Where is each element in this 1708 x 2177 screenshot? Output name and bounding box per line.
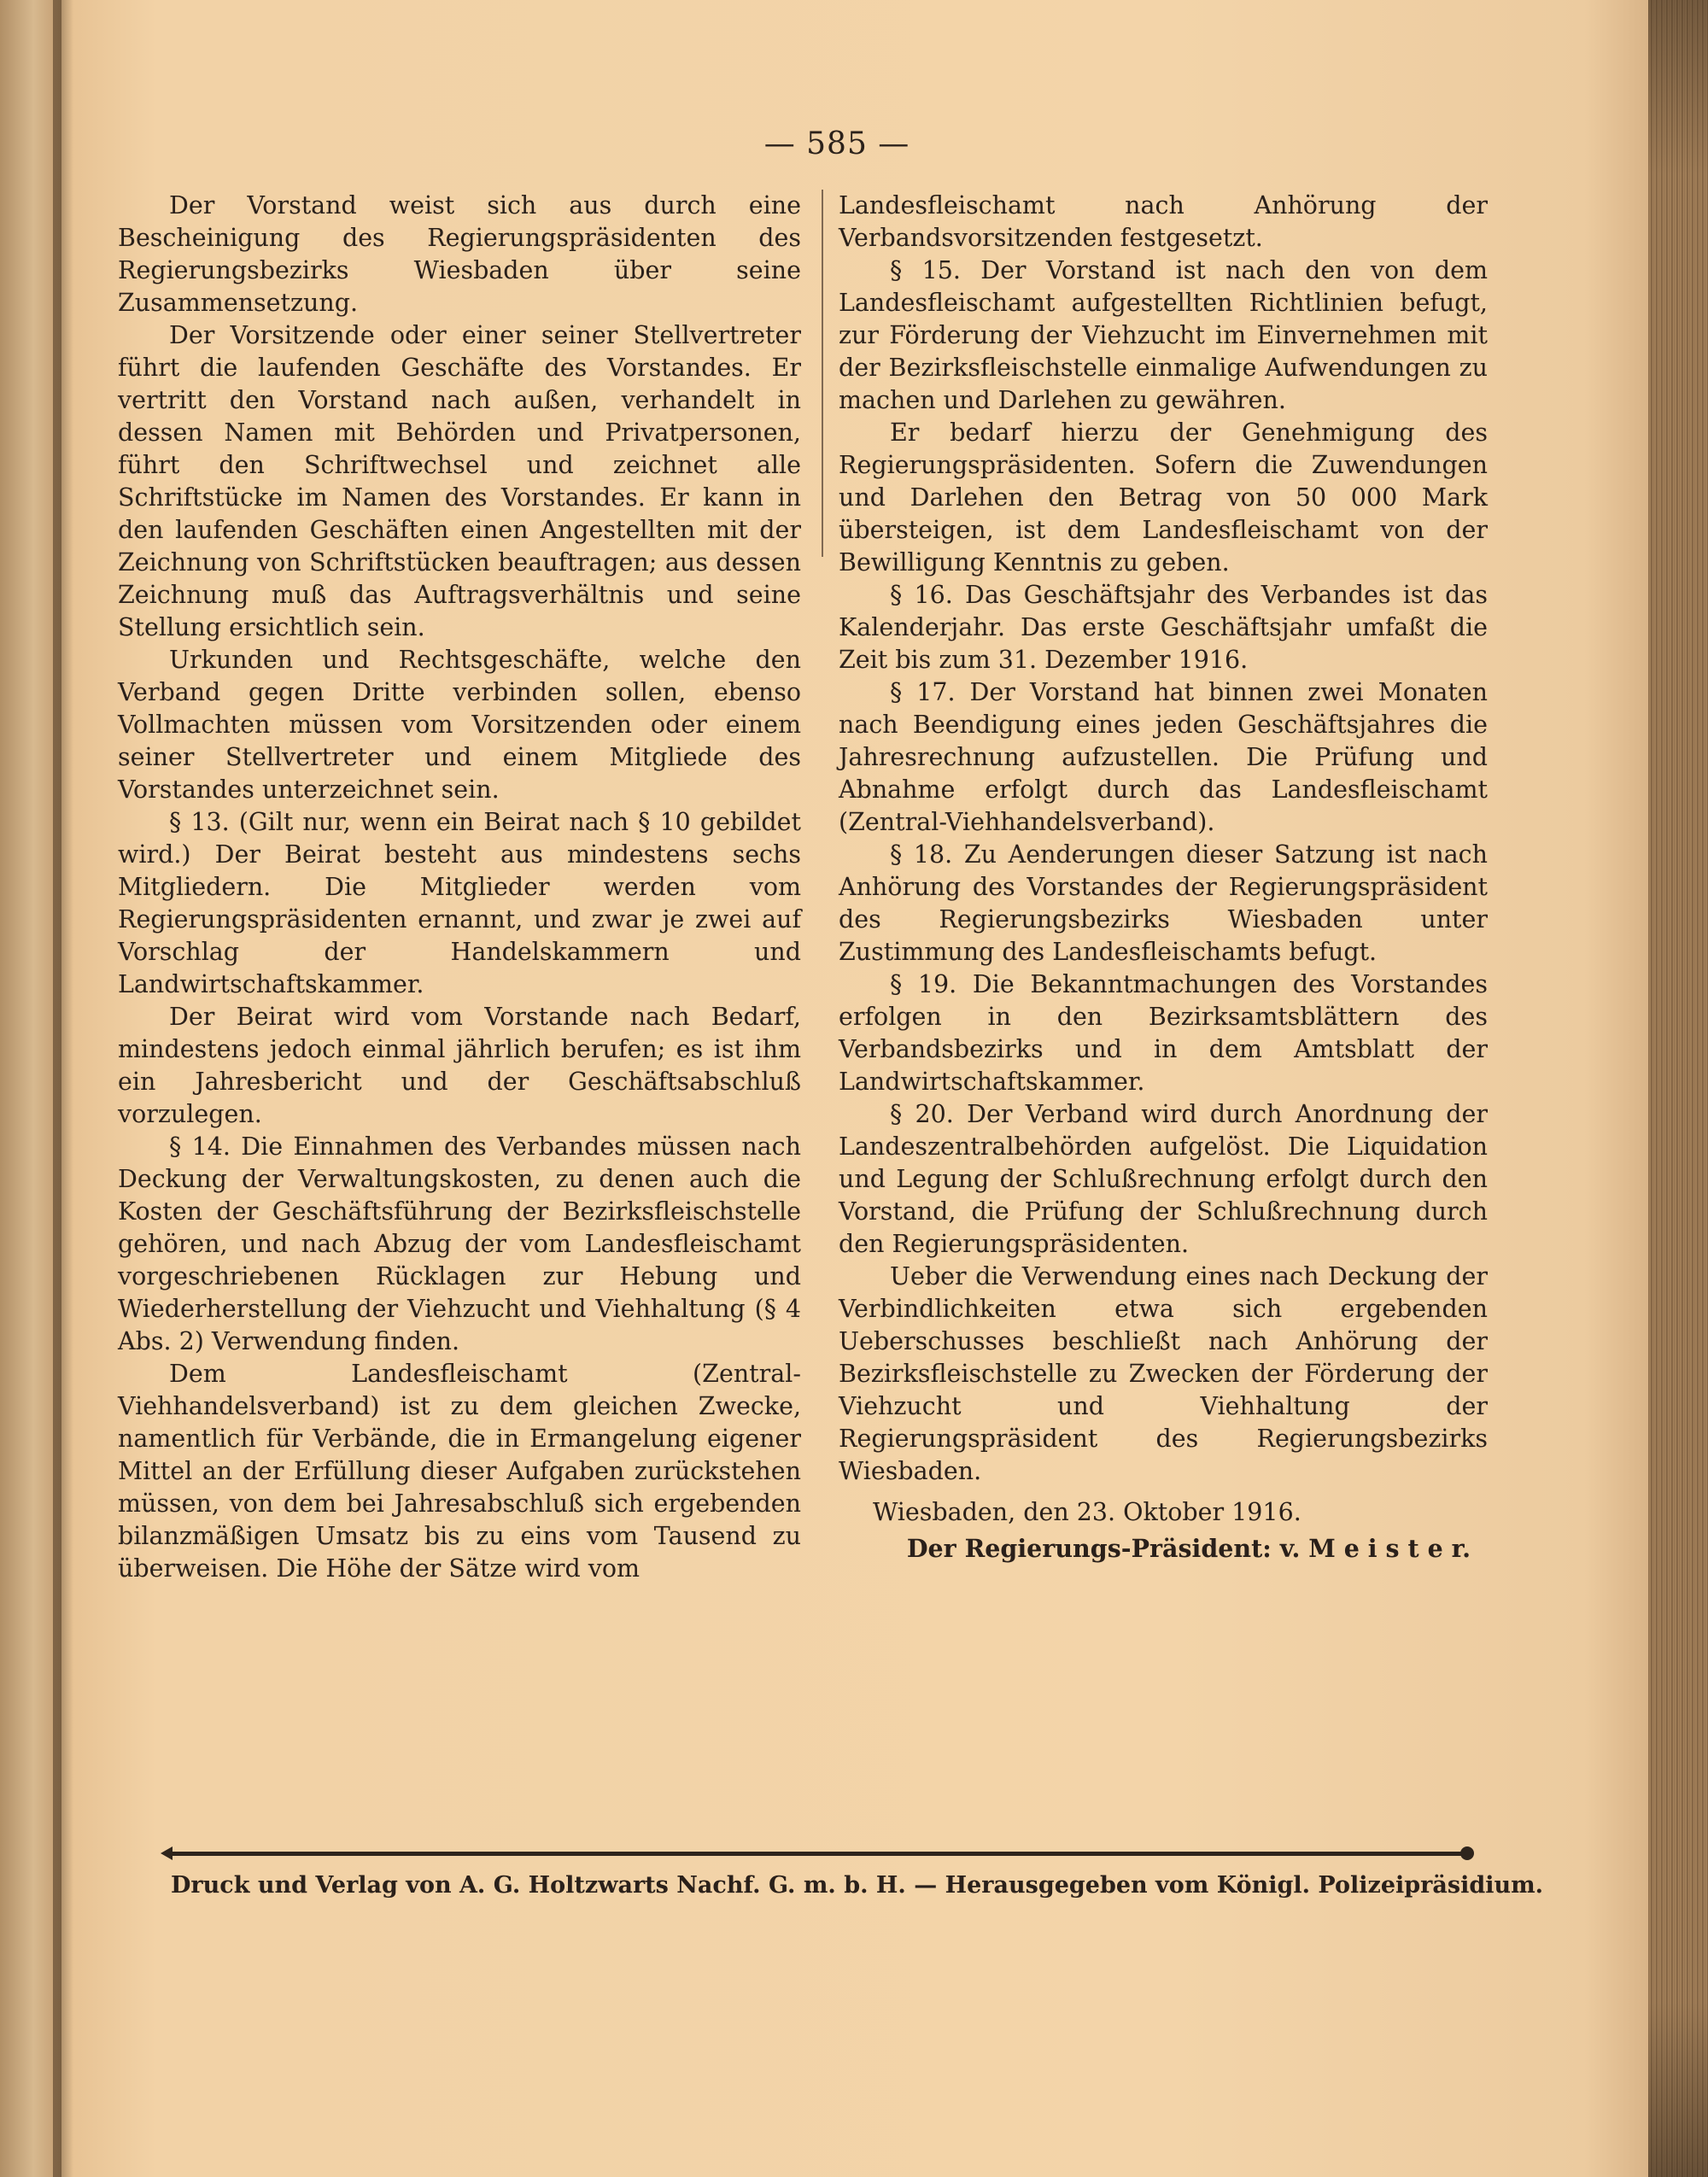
- column-divider: [822, 190, 823, 557]
- footer-imprint: Druck und Verlag von A. G. Holtzwarts Nachf. G. m. b. H. — Herausgegeben vom Königl. Polizeipräsidium.: [171, 1872, 1544, 1899]
- page-stack-edge: [1648, 0, 1708, 2177]
- page-number: — 585 —: [763, 126, 910, 161]
- right-paragraph: § 17. Der Vorstand hat binnen zwei Monaten nach Beendigung eines jeden Geschäftsjahres die Jahresrechnung aufzustellen. Die Prüfung und Abnahme erfolgt durch das Landesfleischamt (Zentral-Viehhandelsverband).: [839, 678, 1488, 836]
- right-paragraph: § 20. Der Verband wird durch Anordnung der Landeszentralbehörden aufgelöst. Die Liquidation und Legung der Schlußrechnung erfolgt durch den Vorstand, die Prüfung der Schlußrechnung durch den Regierungspräsidenten.: [839, 1100, 1488, 1258]
- left-paragraph: Der Beirat wird vom Vorstande nach Bedarf, mindestens jedoch einmal jährlich berufen; es ist ihm ein Jahresbericht und der Geschäftsabschluß vorzulegen.: [118, 1003, 801, 1128]
- footer-rule: [167, 1852, 1467, 1856]
- left-paragraph: Urkunden und Rechtsgeschäfte, welche den Verband gegen Dritte verbinden sollen, ebenso Vollmachten müssen vom Vorsitzenden oder einem seiner Stellvertreter und einem Mitgliede des Vorstandes unterzeichnet sein.: [118, 646, 801, 804]
- left-paragraph: § 13. (Gilt nur, wenn ein Beirat nach § 10 gebildet wird.) Der Beirat besteht aus mindestens sechs Mitgliedern. Die Mitglieder werden vom Regierungspräsidenten ernannt, und zwar je zwei auf Vorschlag der Handelskammern und Landwirtschaftskammer.: [118, 808, 801, 998]
- right-paragraph: § 16. Das Geschäftsjahr des Verbandes ist das Kalenderjahr. Das erste Geschäftsjahr umfaßt die Zeit bis zum 31. Dezember 1916.: [839, 581, 1488, 674]
- signature-line: Der Regierungs-Präsident: v. M e i s t e r.: [906, 1534, 1471, 1563]
- left-paragraph: Der Vorstand weist sich aus durch eine Bescheinigung des Regierungspräsidenten des Regierungsbezirks Wiesbaden über seine Zusammensetzung.: [118, 191, 801, 317]
- left-paragraph: Der Vorsitzende oder einer seiner Stellvertreter führt die laufenden Geschäfte des Vorstandes. Er vertritt den Vorstand nach außen, verhandelt in dessen Namen mit Behörden und Privatpersonen, führt den Schriftwechsel und zeichnet alle Schriftstücke im Namen des Vorstandes. Er kann in den laufenden Geschäften einen Angestellten mit der Zeichnung von Schriftstücken beauftragen; aus dessen Zeichnung muß das Auftragsverhältnis und seine Stellung ersichtlich sein.: [118, 321, 801, 641]
- right-paragraph: Er bedarf hierzu der Genehmigung des Regierungspräsidenten. Sofern die Zuwendungen und Darlehen den Betrag von 50 000 Mark übersteigen, ist dem Landesfleischamt von der Bewilligung Kenntnis zu geben.: [839, 418, 1488, 576]
- right-paragraph: § 19. Die Bekanntmachungen des Vorstandes erfolgen in den Bezirksamtsblättern des Verbandsbezirks und in dem Amtsblatt der Landwirtschaftskammer.: [839, 970, 1488, 1096]
- date-line: Wiesbaden, den 23. Oktober 1916.: [873, 1498, 1301, 1526]
- left-paragraph: Dem Landesfleischamt (Zentral-Viehhandelsverband) ist zu dem gleichen Zwecke, namentlich für Verbände, die in Ermangelung eigener Mittel an der Erfüllung dieser Aufgaben zurückstehen müssen, von dem bei Jahresabschluß sich ergebenden bilanzmäßigen Umsatz bis zu eins vom Tausend zu überweisen. Die Höhe der Sätze wird vom: [118, 1360, 801, 1583]
- right-column: [839, 190, 1488, 1565]
- right-paragraph: Landesfleischamt nach Anhörung der Verbandsvorsitzenden festgesetzt.: [839, 191, 1488, 252]
- right-paragraph: § 15. Der Vorstand ist nach den von dem Landesfleischamt aufgestellten Richtlinien befugt, zur Förderung der Viehzucht im Einvernehmen mit der Bezirksfleischstelle einmalige Aufwendungen zu machen und Darlehen zu gewähren.: [839, 256, 1488, 414]
- footer-rule-knob: [1460, 1846, 1474, 1860]
- right-paragraph: Ueber die Verwendung eines nach Deckung der Verbindlichkeiten etwa sich ergebenden Ueberschusses beschließt nach Anhörung der Bezirksfleischstelle zu Zwecken der Förderung der Viehzucht und Viehhaltung der Regierungspräsident des Regierungsbezirks Wiesbaden.: [839, 1262, 1488, 1485]
- gutter-shadow: [53, 0, 73, 2177]
- left-paragraph: § 14. Die Einnahmen des Verbandes müssen nach Deckung der Verwaltungskosten, zu denen auch die Kosten der Geschäftsführung der Bezirksfleischstelle gehören, und nach Abzug der vom Landesfleischamt vorgeschriebenen Rücklagen zur Hebung und Wiederherstellung der Viehzucht und Viehhaltung (§ 4 Abs. 2) Verwendung finden.: [118, 1132, 801, 1355]
- left-column: [118, 190, 801, 1585]
- right-paragraph: § 18. Zu Aenderungen dieser Satzung ist nach Anhörung des Vorstandes der Regierungspräsident des Regierungsbezirks Wiesbaden unter Zustimmung des Landesfleischamts befugt.: [839, 840, 1488, 966]
